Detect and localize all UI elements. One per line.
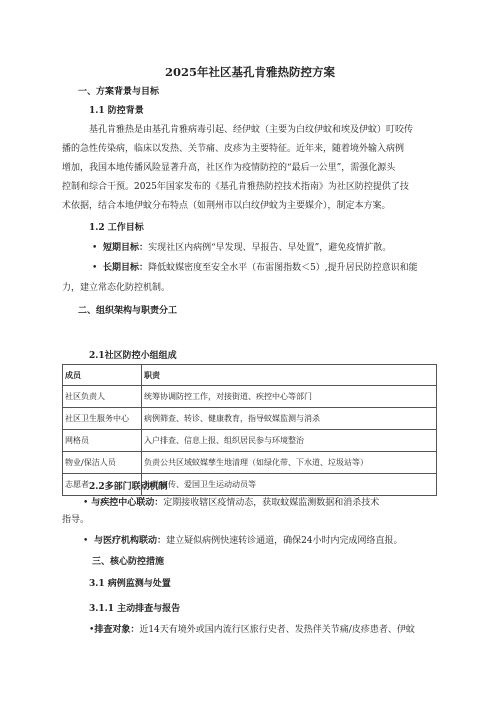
table-cell-duty: 协助宣传、爱国卫生运动动员等 xyxy=(142,474,437,496)
link-cdc-item xyxy=(83,497,379,509)
table-cell-duty: 统筹协调防控工作，对接街道、疾控中心等部门 xyxy=(142,386,437,408)
link-cdc-continuation: 指导。 xyxy=(62,515,90,525)
table-cell-member: 志愿者 xyxy=(63,474,142,496)
table-row xyxy=(63,408,437,430)
goal-short-text: 实现社区内病例“早发现、早报告、早处置”，避免疫情扩散。 xyxy=(148,243,392,253)
table-header-row xyxy=(63,365,437,386)
section-3-heading: 三、核心防控措施 xyxy=(92,557,165,567)
bullet-icon: • xyxy=(83,536,89,546)
table-cell-member: 物业/保洁人员 xyxy=(63,452,142,474)
background-line-4: 控制和综合干预。2025年国家发布的《基孔肯雅热防控技术指南》为社区防控提供了技 xyxy=(62,182,409,192)
background-line-3: 增加，我国本地传播风险显著升高，社区作为疫情防控的“最后一公里”，需强化源头 xyxy=(62,163,396,173)
link-cdc-label: 与疾控中心联动： xyxy=(91,498,164,508)
table-cell-duty: 负责公共区域蚊媒孳生地清理（如绿化带、下水道、垃圾站等） xyxy=(142,452,437,474)
goal-long-text: 降低蚊媒密度至安全水平（布雷图指数＜5）,提升居民防控意识和能 xyxy=(148,263,418,273)
section-3-1-heading: 3.1 病例监测与处置 xyxy=(89,579,171,589)
target-text: 近14天有境外或国内流行区旅行史者、发热伴关节痛/皮疹患者、伊蚊 xyxy=(139,625,415,635)
section-2-heading: 二、组织架构与职责分工 xyxy=(78,306,178,316)
table-row xyxy=(63,386,437,408)
table-header-cell: 职责 xyxy=(142,365,437,386)
table-cell-member: 网格员 xyxy=(63,430,142,452)
link-med-item xyxy=(83,535,403,547)
section-1-2-heading: 1.2 工作目标 xyxy=(89,223,144,233)
link-med-text: 建立疑似病例快速转诊通道，确保24小时内完成网络直报。 xyxy=(166,536,403,546)
link-med-label: 与医疗机构联动： xyxy=(94,536,167,546)
bullet-icon: • xyxy=(83,498,89,508)
link-cdc-text: 定期接收辖区疫情动态，获取蚊媒监测数据和消杀技术 xyxy=(163,498,380,508)
bullet-icon: • xyxy=(92,263,98,273)
bullet-icon: • xyxy=(92,243,98,253)
section-1-1-heading: 1.1 防控背景 xyxy=(89,106,144,116)
section-1-heading: 一、方案背景与目标 xyxy=(78,87,160,97)
goal-long-continuation: 力，建立常态化防控机制。 xyxy=(62,283,171,293)
bullet-icon: • xyxy=(89,625,95,635)
goal-long-label: 长期目标： xyxy=(103,263,149,273)
target-item xyxy=(89,624,415,636)
goal-long-item xyxy=(92,262,418,274)
target-label: 排查对象： xyxy=(94,625,140,635)
team-roles-table xyxy=(62,364,437,496)
goal-short-label: 短期目标： xyxy=(103,243,149,253)
table-row xyxy=(63,452,437,474)
table-cell-member: 社区卫生服务中心 xyxy=(63,408,142,430)
table-row xyxy=(63,430,437,452)
table-cell-member: 社区负责人 xyxy=(63,386,142,408)
background-line-2: 播的急性传染病，临床以发热、关节痛、皮疹为主要特征。近年来，随着境外输入病例 xyxy=(62,144,405,154)
section-2-2-heading: 2.2多部门联动机制 xyxy=(89,482,168,492)
table-cell-duty: 入户排查、信息上报、组织居民参与环境整治 xyxy=(142,430,437,452)
section-2-1-heading: 2.1社区防控小组组成 xyxy=(89,351,177,361)
table-cell-duty: 病例筛查、转诊、健康教育，指导蚊媒监测与消杀 xyxy=(142,408,437,430)
table-header-cell: 成员 xyxy=(63,365,142,386)
background-line-5: 术依据，结合本地伊蚊分布特点（如荆州市以白纹伊蚊为主要媒介），制定本方案。 xyxy=(62,201,391,211)
goal-short-item xyxy=(92,242,391,254)
section-3-1-1-heading: 3.1.1 主动排查与报告 xyxy=(89,604,181,614)
background-line-1: 基孔肯雅热是由基孔肯雅病毒引起、经伊蚊（主要为白纹伊蚊和埃及伊蚊）叮咬传 xyxy=(89,125,414,135)
document-title: 2025年社区基孔肯雅热防控方案 xyxy=(164,65,335,79)
